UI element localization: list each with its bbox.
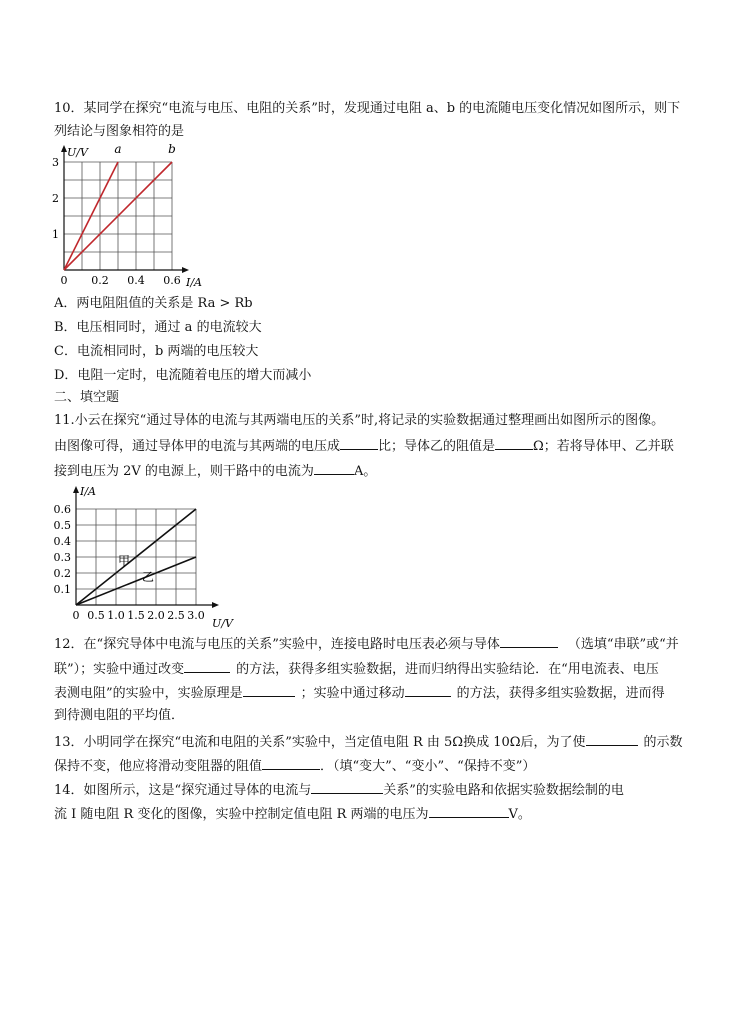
- q14-line2-a: 流 I 随电阻 R 变化的图像，实验中控制定值电阻 R 两端的电压为: [54, 807, 429, 822]
- q13-blank-2[interactable]: [262, 757, 320, 770]
- q12-blank-1[interactable]: [500, 635, 558, 648]
- x-tick-label: 2.5: [167, 609, 185, 622]
- q12-blank-2[interactable]: [184, 660, 230, 673]
- q14-line2: [54, 805, 724, 823]
- x-tick-label: 0.4: [127, 274, 145, 287]
- y-tick-label: 0.1: [53, 583, 71, 596]
- q12-line2-a: 联”）；实验中通过改变: [54, 662, 185, 677]
- x-axis-label: I/A: [186, 276, 202, 289]
- y-axis-arrow: [73, 486, 79, 493]
- x-tick-label: 0.5: [87, 609, 105, 622]
- q11-blank-1[interactable]: [340, 437, 378, 450]
- q12-line1: [54, 635, 724, 653]
- q11-line2-a: 由图像可得，通过导体甲的电流与其两端的电压成: [54, 439, 341, 454]
- q10-stem-line1: 10．某同学在探究“电流与电压、电阻的关系”时，发现通过电阻 a、b 的电流随电压变化情况如图所示，则下: [54, 101, 681, 116]
- y-tick-label: 0.4: [53, 535, 71, 548]
- q13-line1-b: 的示数: [643, 735, 683, 750]
- q14-blank-1[interactable]: [311, 781, 383, 794]
- q10-option-a: A．两电阻阻值的关系是 Ra > Rb: [54, 296, 253, 311]
- q12-blank-3[interactable]: [243, 684, 295, 697]
- q12-blank-4[interactable]: [405, 684, 451, 697]
- q13-line2-b: ．（填“变大”、“变小”、“保持不变”）: [320, 759, 536, 774]
- x-tick-label: 2.0: [147, 609, 165, 622]
- y-tick-label: 0.2: [53, 567, 71, 580]
- q14-line1: [54, 781, 724, 799]
- x-tick-label: 0.6: [163, 274, 181, 287]
- y-axis-label: I/A: [80, 485, 96, 498]
- series-label-甲: 甲: [117, 554, 131, 568]
- q12-line1-b: （选填“串联”或“并: [567, 637, 679, 652]
- x-tick-label: 0.2: [91, 274, 109, 287]
- q10-option-b: B．电压相同时，通过 a 的电流较大: [54, 320, 262, 335]
- y-axis-label: U/V: [67, 146, 88, 159]
- section-title: 二、填空题: [54, 390, 120, 405]
- x-axis-label: U/V: [212, 617, 233, 630]
- q12-line1-a: 12．在“探究导体中电流与电压的关系”实验中，连接电路时电压表必须与导体: [54, 637, 500, 652]
- y-tick-label: 2: [52, 192, 59, 205]
- q14-line1-a: 14．如图所示，这是“探究通过导体的电流与: [54, 783, 312, 798]
- q12-line3-a: 表测电阻”的实验中，实验原理是: [54, 686, 243, 701]
- q11-blank-2[interactable]: [495, 437, 533, 450]
- q10-stem-line2: 列结论与图象相符的是: [54, 124, 185, 139]
- x-tick-label: 0: [72, 609, 80, 622]
- y-tick-label: 0.6: [53, 503, 71, 516]
- series-label-乙: 乙: [141, 570, 155, 584]
- series-label-b: b: [168, 142, 176, 156]
- q12-line4: 到待测电阻的平均值．: [54, 708, 185, 723]
- y-tick-label: 1: [52, 228, 59, 241]
- y-tick-label: 3: [52, 156, 59, 169]
- x-tick-label: 0: [60, 274, 68, 287]
- q12-line3-b: ；实验中通过移动: [300, 686, 405, 701]
- x-tick-label: 1.0: [107, 609, 125, 622]
- q11-line3: [54, 462, 724, 480]
- q14-blank-2[interactable]: [429, 805, 509, 818]
- y-tick-label: 0.5: [53, 519, 71, 532]
- q14-line2-b: V。: [508, 807, 531, 822]
- q10-option-d: D．电阻一定时，电流随着电压的增大而减小: [54, 368, 312, 383]
- q12-line3: [54, 684, 724, 702]
- q11-line1: 11.小云在探究“通过导体的电流与其两端电压的关系”时,将记录的实验数据通过整理画出如图所示的图像。: [54, 413, 665, 428]
- q13-blank-1[interactable]: [586, 733, 638, 746]
- q11-blank-3[interactable]: [314, 462, 354, 475]
- q12-line2: [54, 660, 724, 678]
- q11-iu-chart: [48, 483, 248, 631]
- series-label-a: a: [114, 142, 122, 156]
- q10-option-c: C．电流相同时，b 两端的电压较大: [54, 344, 259, 359]
- x-tick-label: 3.0: [187, 609, 205, 622]
- x-axis-arrow: [182, 267, 189, 273]
- q11-line2: [54, 437, 724, 455]
- q13-line1-a: 13．小明同学在探究“电流和电阻的关系”实验中，当定值电阻 R 由 5Ω换成 10Ω后，为了使: [54, 735, 586, 750]
- q14-line1-b: 关系”的实验电路和依据实验数据绘制的电: [383, 783, 624, 798]
- q10-ui-chart: [40, 142, 230, 292]
- q11-line2-b: 比；导体乙的阻值是: [378, 439, 496, 454]
- x-axis-arrow: [212, 602, 219, 608]
- q13-line2-a: 保持不变，他应将滑动变阻器的阻值: [54, 759, 263, 774]
- q12-line3-c: 的方法，获得多组实验数据，进而得: [456, 686, 665, 701]
- x-tick-label: 1.5: [127, 609, 145, 622]
- q13-line1: [54, 733, 724, 751]
- y-tick-label: 0.3: [53, 551, 71, 564]
- q11-line2-c: Ω；若将导体甲、乙并联: [533, 439, 674, 454]
- q11-line3-a: 接到电压为 2V 的电源上，则干路中的电流为: [54, 464, 314, 479]
- q11-line3-b: A。: [353, 464, 377, 479]
- q13-line2: [54, 757, 724, 775]
- q12-line2-b: 的方法，获得多组实验数据，进而归纳得出实验结论．在“用电流表、电压: [236, 662, 659, 677]
